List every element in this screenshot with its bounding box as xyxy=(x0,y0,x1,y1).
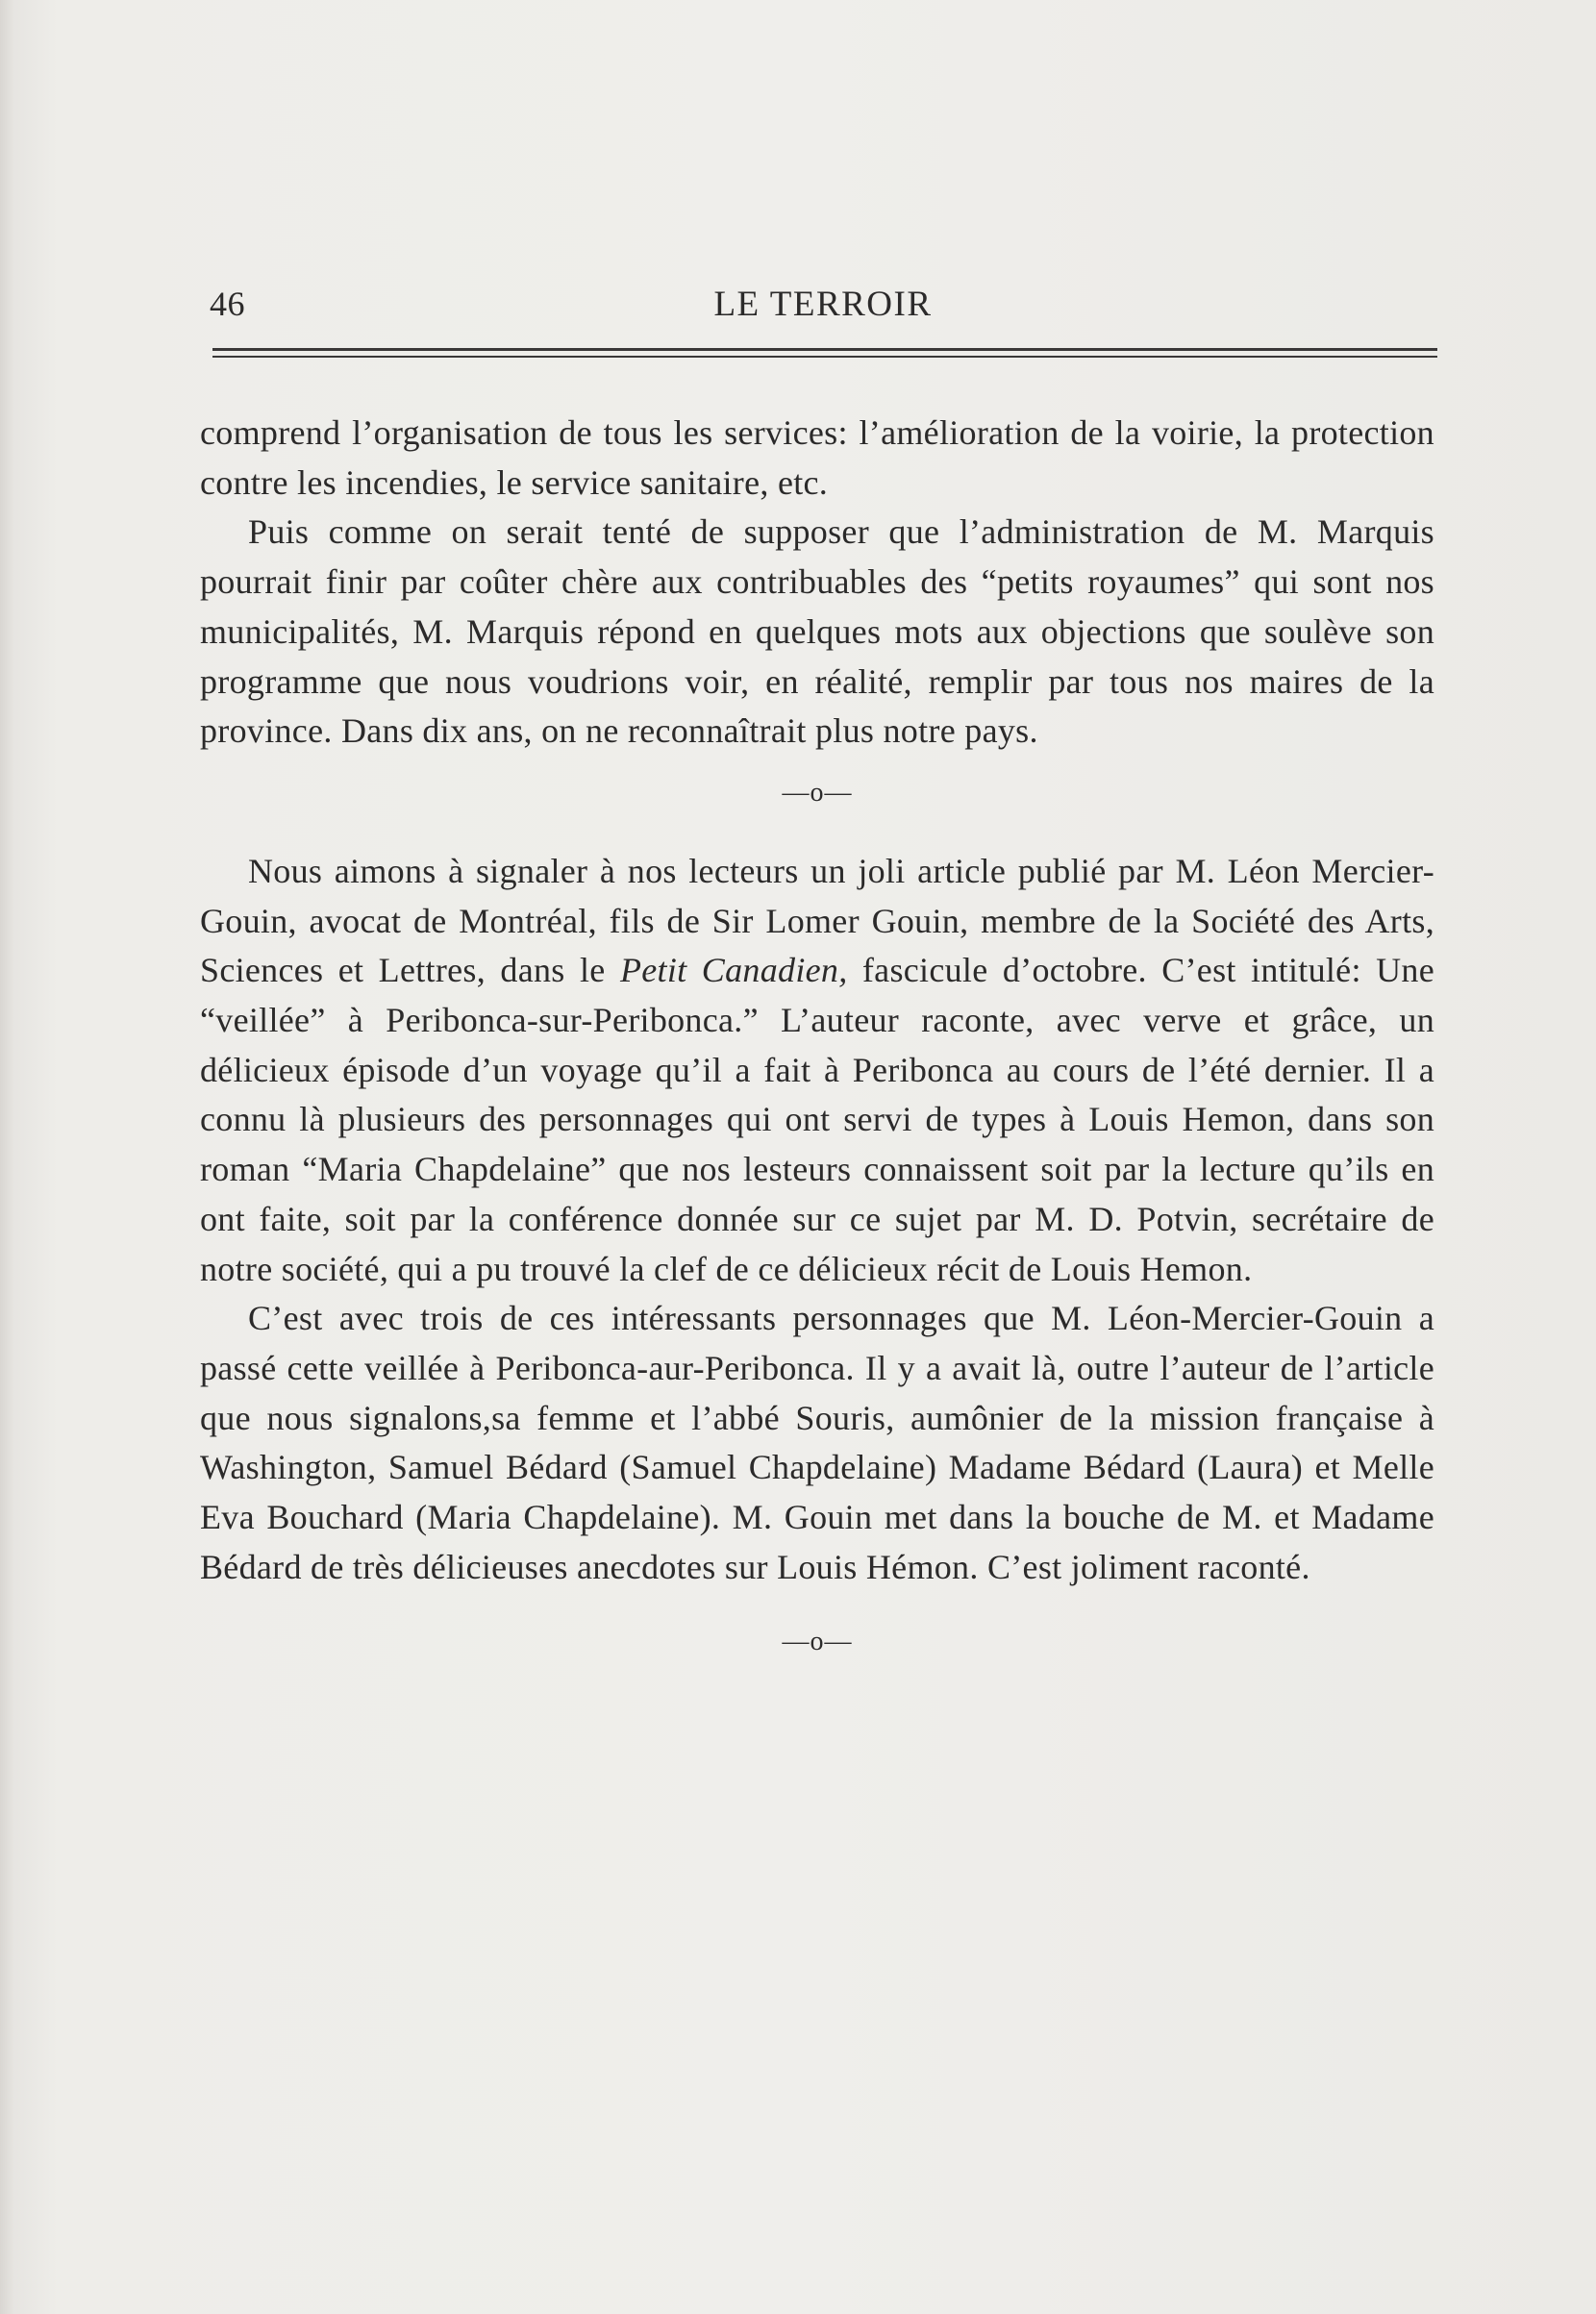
page-number: 46 xyxy=(210,285,245,323)
binding-edge xyxy=(0,0,13,2314)
paragraph-marquis: Puis comme on serait tenté de supposer que l’administration de M. Marquis pourrait finir par coûter chère aux contribuables des “petits royaumes” qui sont nos municipalités, M. Marquis répond en quelques mots aux objections que soulève son programme que nous voudrions voir, en réalité, remplir par tous nos maires de la province. Dans dix ans, on ne reconnaîtrait plus notre pays. xyxy=(200,512,1434,751)
header-rule-thick xyxy=(212,348,1437,351)
paragraph-mercier-gouin xyxy=(200,847,1434,1294)
paragraph-text-end: fascicule d’octobre. C’est intitulé: Une “veillée” à Peribonca-sur-Peribonca.” L’auteur raconte, avec verve et grâce, un délicieux épisode d’un voyage qu’il a fait à Peribonca au cours de l’été dernier. Il a connu là plusieurs des personnages qui ont servi de types à Louis Hemon, dans son roman “Maria Chapdelaine” que nos lesteurs connaissent soit par la lecture qu’ils en ont faite, soit par la conférence donnée sur ce sujet par M. D. Potvin, secrétaire de notre société, qui a pu trouvé la clef de ce délicieux récit de Louis Hemon. xyxy=(200,951,1435,1288)
paragraph-veillee: C’est avec trois de ces intéressants personnages que M. Léon-Mercier-Gouin a passé cette veillée à Peribonca-aur-Peribonca. Il y a avait là, outre l’auteur de l’article que nous signalons,sa femme et l’abbé Souris, aumônier de la mission française à Washington, Samuel Bédard (Samuel Chapdelaine) Madame Bédard (Laura) et Melle Eva Bouchard (Maria Chapdelaine). M. Gouin met dans la bouche de M. et Madame Bédard de très délicieuses anecdotes sur Louis Hémon. C’est joliment raconté. xyxy=(200,1299,1434,1586)
section-separator: —o— xyxy=(782,777,853,808)
paragraph-text-start: Nous aimons à signaler à nos lecteurs un joli article publié par M. Léon Mercier-Gouin, avocat de Montréal, fils de Sir Lomer Gouin, membre de la Société des Arts, Sciences et Lettres, dans le xyxy=(200,851,1434,990)
publication-title: Petit Canadien, xyxy=(619,951,848,990)
running-title: LE TERROIR xyxy=(713,285,933,324)
running-header xyxy=(210,284,1436,332)
header-rule-thin xyxy=(212,356,1437,358)
paragraph-continuation: comprend l’organisation de tous les services: l’amélioration de la voirie, la protection contre les incendies, le service sanitaire, etc. xyxy=(200,413,1434,502)
article-body xyxy=(200,409,1434,1661)
section-separator-end: —o— xyxy=(782,1627,853,1657)
